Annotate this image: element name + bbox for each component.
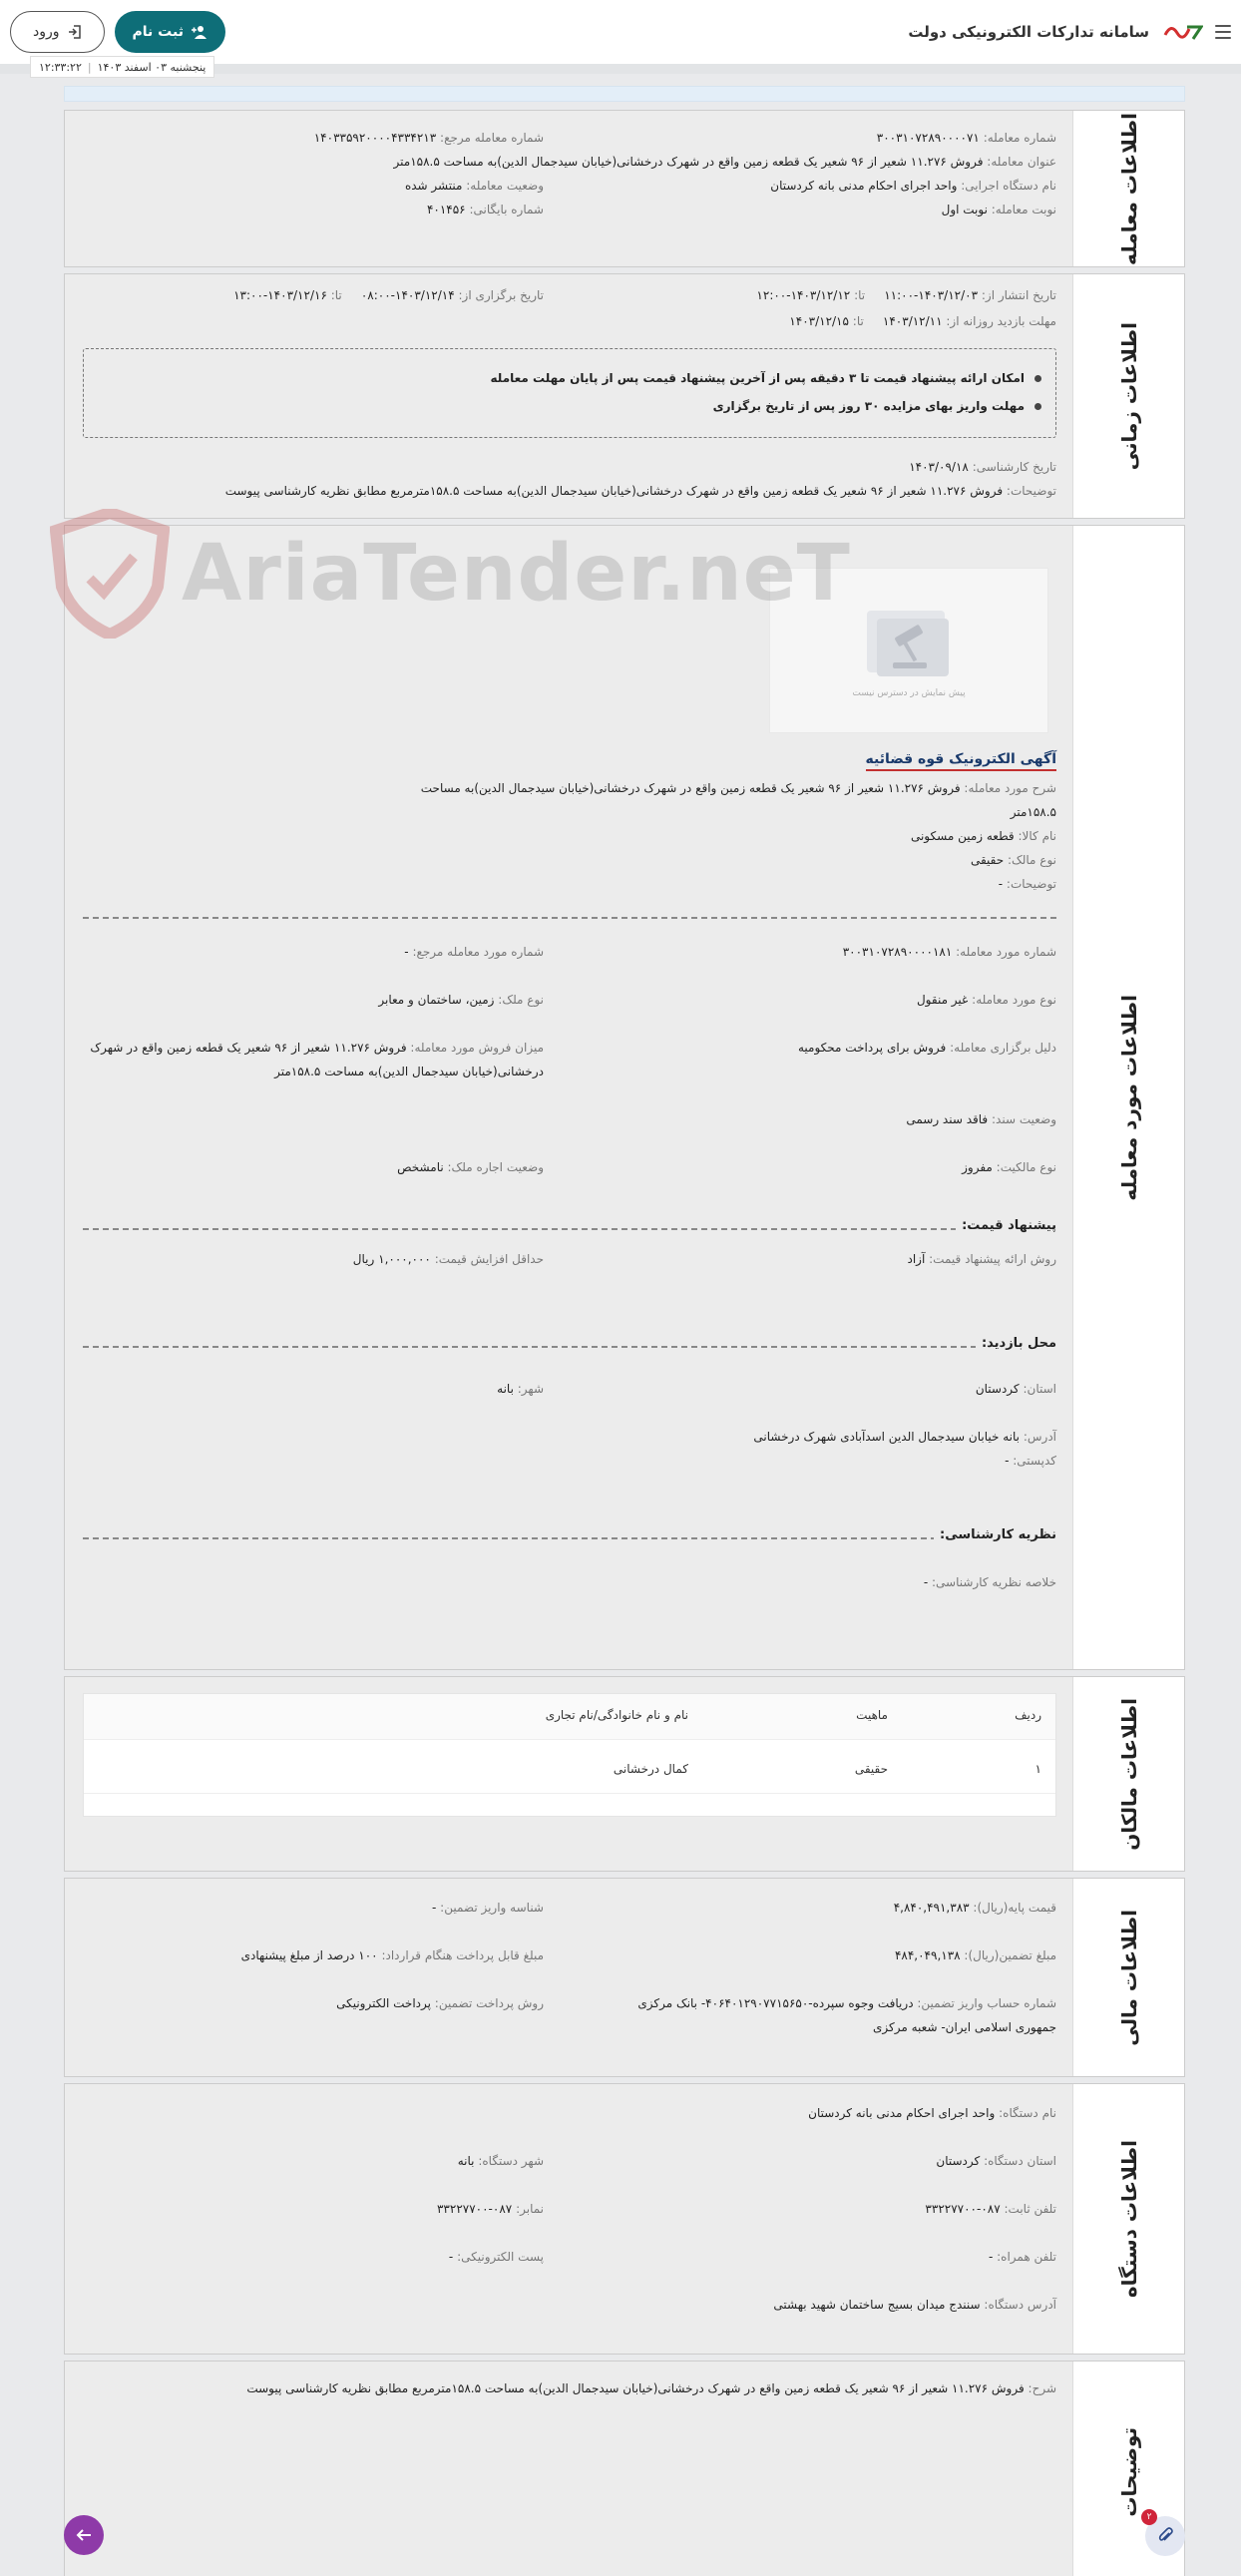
- attachments-count-badge: ۲: [1141, 2509, 1157, 2525]
- menu-icon[interactable]: [1215, 25, 1231, 39]
- offer-method-field: روش ارائه پیشنهاد قیمت: آزاد: [907, 1252, 1056, 1266]
- goods-name-field: نام کالا: قطعه زمین مسکونی: [910, 829, 1056, 843]
- time-info-title: اطلاعات زمانی: [1116, 321, 1141, 471]
- finance-title: اطلاعات مالی: [1116, 1909, 1141, 2046]
- table-cell: ۱: [1034, 1762, 1041, 1776]
- header-cell: نام و نام خانوادگی/نام تجاری: [545, 1708, 688, 1722]
- site-title: سامانه تدارکات الکترونیکی دولت: [908, 23, 1149, 41]
- phone-field: تلفن ثابت: ۰۸۷-۳۳۲۲۷۷۰۰: [925, 2202, 1056, 2216]
- finance-card: [64, 1878, 1185, 2077]
- back-button[interactable]: [64, 2515, 104, 2555]
- rule-item: مهلت واریز بهای مزایده ۳۰ روز پس از تاریخ برگزاری: [713, 399, 1041, 413]
- agency-province-field: استان دستگاه: کردستان: [936, 2154, 1056, 2168]
- item-description-cont: ۱۵۸.۵متر: [1010, 805, 1056, 819]
- add-user-icon: [192, 25, 207, 39]
- owners-card: [64, 1676, 1185, 1872]
- setad-logo[interactable]: [1163, 21, 1203, 43]
- agency-name-field: نام دستگاه: واحد اجرای احکام مدنی بانه کردستان: [808, 2106, 1056, 2120]
- fax-field: نمابر: ۰۸۷-۳۳۲۲۷۷۰۰: [436, 2202, 544, 2216]
- item-description-field: شرح مورد معامله: فروش ۱۱.۲۷۶ شعیر از ۹۶ شعیر یک قطعه زمین واقع در شهرک درخشانی(خیابان سیدجمال الدین)به مساحت: [420, 781, 1056, 795]
- visit-place-heading: محل بازدید:: [976, 1336, 1056, 1351]
- min-increase-field: حداقل افزایش قیمت: ۱,۰۰۰,۰۰۰ ریال: [352, 1252, 544, 1266]
- register-label: ثبت نام: [132, 24, 184, 40]
- rule-item: امکان ارائه پیشنهاد قیمت تا ۳ دقیقه پس از آخرین پیشنهاد قیمت پس از پایان مهلت معامله: [491, 371, 1041, 385]
- paperclip-icon: [1156, 2527, 1174, 2545]
- account-number-field: شماره حساب واریز تضمین: دریافت وجوه سپرده-۴۰۶۴۰۱۲۹۰۷۷۱۵۶۵۰- بانک مرکزی: [637, 1996, 1056, 2010]
- reason-field: دلیل برگزاری معامله: فروش برای پرداخت محکومیه: [798, 1041, 1056, 1055]
- lease-status-field: وضعیت اجاره ملک: نامشخص: [397, 1160, 544, 1174]
- sale-share-field: میزان فروش مورد معامله: فروش ۱۱.۲۷۶ شعیر از ۹۶ شعیر یک قطعه زمین واقع در شهرک: [90, 1041, 544, 1055]
- city-field: شهر: بانه: [497, 1382, 544, 1396]
- divider: [83, 1537, 1056, 1539]
- description-title: توضیحات: [1116, 2427, 1141, 2517]
- header-cell: ماهیت: [856, 1708, 888, 1722]
- mobile-field: تلفن همراه: -: [988, 2250, 1056, 2264]
- owners-table: [83, 1693, 1056, 1817]
- deal-status-field: وضعیت معامله: منتشر شده: [404, 179, 544, 193]
- item-info-card: [64, 525, 1185, 1670]
- deal-info-title: اطلاعات معامله: [1116, 112, 1141, 265]
- owner-type-field: نوع مالک: حقیقی: [970, 853, 1056, 867]
- register-button[interactable]: [115, 11, 225, 53]
- item-info-title: اطلاعات مورد معامله: [1116, 994, 1141, 1201]
- account-number-cont: جمهوری اسلامی ایران- شعبه مرکزی: [873, 2020, 1056, 2034]
- divider: [83, 917, 1056, 919]
- time-text: ۱۲:۳۳:۲۲: [39, 60, 82, 74]
- item-number-field: شماره مورد معامله: ۳۰۰۳۱۰۷۲۸۹۰۰۰۰۱۸۱: [842, 945, 1056, 959]
- payment-method-field: روش پرداخت تضمین: پرداخت الکترونیکی: [336, 1996, 544, 2010]
- shield-icon: [50, 509, 170, 639]
- deed-status-field: وضعیت سند: فاقد سند رسمی: [906, 1112, 1056, 1126]
- image-caption: پیش نمایش در دسترس نیست: [852, 688, 966, 698]
- header-cell: ردیف: [1015, 1708, 1041, 1722]
- agency-field: نام دستگاه اجرایی: واحد اجرای احکام مدنی بانه کردستان: [770, 179, 1056, 193]
- time-description-field: توضیحات: فروش ۱۱.۲۷۶ شعیر از ۹۶ شعیر یک قطعه زمین واقع در شهرک درخشانی(خیابان سیدجمال الدین)به مساحت ۱۵۸.۵مترمربع مطابق نظریه کارشناسی پیوست: [224, 484, 1056, 498]
- expert-opinion-heading: نظریه کارشناسی:: [934, 1527, 1056, 1542]
- deal-number-field: شماره معامله: ۳۰۰۳۱۰۷۲۸۹۰۰۰۰۷۱: [876, 131, 1056, 145]
- item-type-field: نوع مورد معامله: غیر منقول: [916, 993, 1056, 1007]
- email-field: پست الکترونیکی: -: [448, 2250, 544, 2264]
- province-field: استان: کردستان: [975, 1382, 1056, 1396]
- watermark-logo: [50, 509, 851, 639]
- table-row: [84, 1748, 1055, 1794]
- expert-summary-field: خلاصه نظریه کارشناسی: -: [923, 1575, 1056, 1589]
- agency-address-field: آدرس دستگاه: سنندج میدان بسیج ساختمان شهید بهشتی: [773, 2298, 1056, 2312]
- gavel-icon: [859, 603, 959, 682]
- postal-code-field: کدپستی: -: [1005, 1454, 1056, 1468]
- base-price-field: قیمت پایه(ریال): ۴,۸۴۰,۴۹۱,۳۸۳: [893, 1901, 1056, 1915]
- divider: [83, 1346, 1056, 1348]
- archive-number-field: شماره بایگانی: ۴۰۱۴۵۶: [426, 203, 544, 216]
- owners-title: اطلاعات مالکان: [1116, 1697, 1141, 1851]
- property-type-field: نوع ملک: زمین، ساختمان و معابر: [378, 993, 544, 1007]
- rules-box: [83, 348, 1056, 438]
- date-text: پنجشنبه ۰۳ اسفند ۱۴۰۳: [97, 60, 207, 74]
- table-header-row: [84, 1694, 1055, 1740]
- hold-date-field: تاریخ برگزاری از: ۱۴۰۳/۱۲/۱۴-۰۸:۰۰ تا: ۱۴۰۳/۱۲/۱۶-۱۳:۰۰: [233, 288, 544, 302]
- item-notes-field: توضیحات: -: [998, 877, 1056, 891]
- guarantee-amount-field: مبلغ تضمین(ریال): ۴۸۴,۰۴۹,۱۳۸: [894, 1948, 1056, 1962]
- agency-info-title: اطلاعات دستگاه: [1116, 2139, 1141, 2299]
- payable-amount-field: مبلغ قابل پرداخت هنگام قرارداد: ۱۰۰ درصد از مبلغ پیشنهادی: [240, 1948, 544, 1962]
- date-chip: پنجشنبه ۰۳ اسفند ۱۴۰۳ | ۱۲:۳۳:۲۲: [30, 56, 214, 78]
- deal-subject-field: عنوان معامله: فروش ۱۱.۲۷۶ شعیر از ۹۶ شعیر یک قطعه زمین واقع در شهرک درخشانی(خیابان سیدجمال الدین)به مساحت ۱۵۸.۵متر: [393, 155, 1056, 169]
- ownership-type-field: نوع مالکیت: مفروز: [962, 1160, 1056, 1174]
- visit-deadline-field: مهلت بازدید روزانه از: ۱۴۰۳/۱۲/۱۱ تا: ۱۴۰۳/۱۲/۱۵: [789, 314, 1056, 328]
- deal-round-field: نوبت معامله: نوبت اول: [941, 203, 1056, 216]
- description-field: شرح: فروش ۱۱.۲۷۶ شعیر از ۹۶ شعیر یک قطعه زمین واقع در شهرک درخشانی(خیابان سیدجمال الدین)به مساحت ۱۵۸.۵مترمربع مطابق نظریه کارشناسی پیوست: [246, 2381, 1056, 2395]
- deposit-id-field: شناسه واریز تضمین: -: [432, 1901, 544, 1915]
- deal-info-card: [64, 110, 1185, 267]
- item-ref-field: شماره مورد معامله مرجع: -: [404, 945, 544, 959]
- login-icon: [68, 25, 82, 39]
- time-info-card: [64, 273, 1185, 519]
- table-cell: حقیقی: [854, 1762, 888, 1776]
- top-navbar: [0, 0, 1241, 64]
- table-cell: کمال درخشانی: [613, 1762, 688, 1776]
- expert-date-field: تاریخ کارشناسی: ۱۴۰۳/۰۹/۱۸: [909, 460, 1056, 474]
- ref-number-field: شماره معامله مرجع: ۱۴۰۳۳۵۹۲۰۰۰۰۴۳۳۴۲۱۳: [313, 131, 544, 145]
- info-strip: [64, 86, 1185, 102]
- judiciary-ad-link[interactable]: آگهی الکترونیک قوه قضائیه: [866, 751, 1057, 771]
- description-card: [64, 2361, 1185, 2576]
- agency-info-card: [64, 2083, 1185, 2355]
- agency-city-field: شهر دستگاه: بانه: [457, 2154, 544, 2168]
- login-button[interactable]: [10, 11, 105, 53]
- price-offer-heading: پیشنهاد قیمت:: [956, 1218, 1056, 1233]
- address-field: آدرس: بانه خیابان سیدجمال الدین اسدآبادی شهرک درخشانی: [753, 1430, 1056, 1444]
- divider: [83, 1228, 1056, 1230]
- login-label: ورود: [33, 24, 60, 40]
- publish-date-field: تاریخ انتشار از: ۱۴۰۳/۱۲/۰۳-۱۱:۰۰ تا: ۱۴۰۳/۱۲/۱۲-۱۲:۰۰: [756, 288, 1056, 302]
- sale-share-cont: درخشانی(خیابان سیدجمال الدین)به مساحت ۱۵۸.۵متر: [274, 1065, 544, 1078]
- arrow-left-icon: [75, 2526, 93, 2544]
- watermark-text: AriaTender.neT: [182, 529, 851, 619]
